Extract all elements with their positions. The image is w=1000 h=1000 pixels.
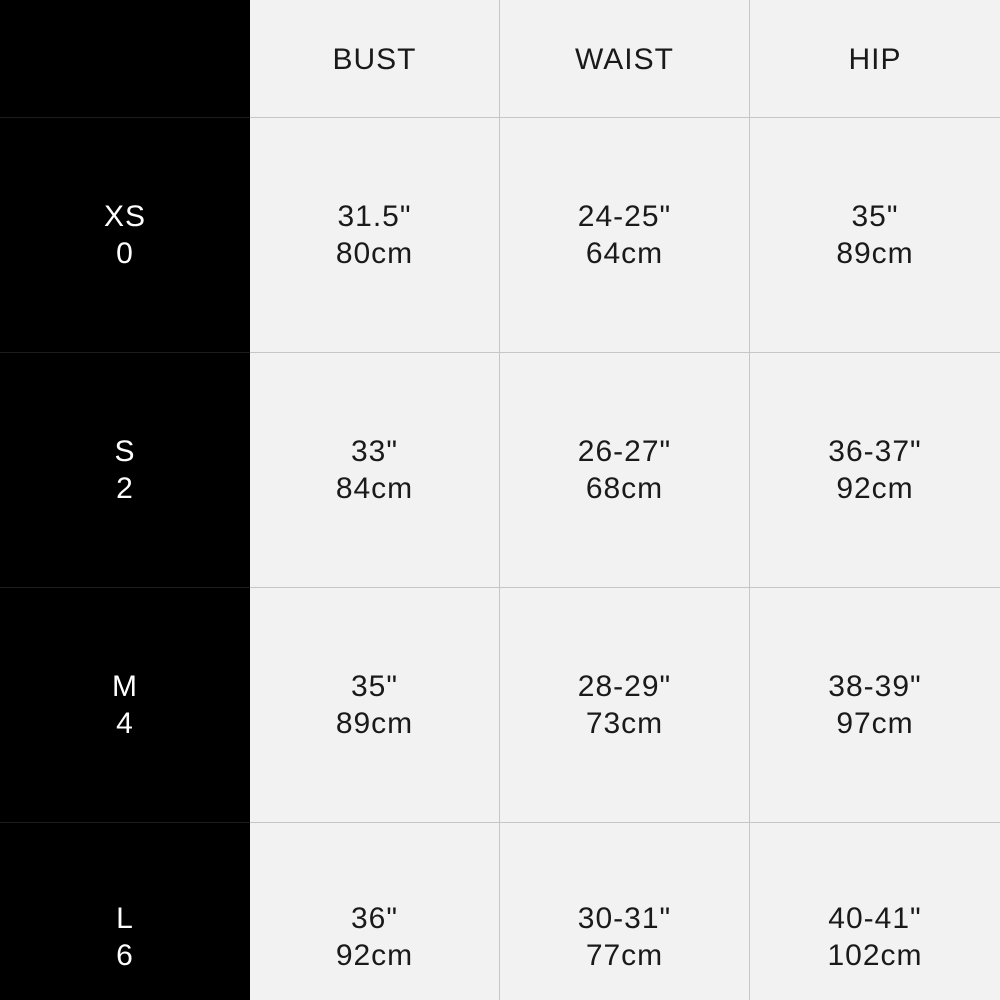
waist-cell — [500, 118, 750, 353]
column-header-bust: BUST — [250, 0, 500, 118]
measurement-cm: 77cm — [585, 939, 664, 972]
bust-cell — [250, 353, 500, 588]
bust-cell — [250, 588, 500, 823]
measurement-inches: 36-37" — [828, 435, 922, 468]
size-letter: S — [114, 435, 136, 468]
size-number: 4 — [116, 707, 134, 740]
measurement-inches: 24-25" — [577, 200, 672, 233]
measurement-cm: 89cm — [335, 707, 414, 740]
waist-cell — [500, 588, 750, 823]
hip-cell — [750, 588, 1000, 823]
bust-cell — [250, 823, 500, 1000]
hip-cell — [750, 353, 1000, 588]
size-number: 2 — [116, 472, 134, 505]
measurement-cm: 97cm — [836, 707, 914, 740]
measurement-cm: 73cm — [585, 707, 664, 740]
measurement-cm: 102cm — [827, 939, 923, 972]
measurement-inches: 33" — [350, 435, 399, 468]
size-label-cell — [0, 823, 250, 1000]
measurement-inches: 35" — [350, 670, 399, 703]
size-label-cell — [0, 588, 250, 823]
measurement-inches: 40-41" — [828, 902, 922, 935]
measurement-inches: 30-31" — [577, 902, 672, 935]
measurement-inches: 38-39" — [828, 670, 922, 703]
waist-cell — [500, 823, 750, 1000]
size-label-cell — [0, 353, 250, 588]
measurement-cm: 84cm — [335, 472, 414, 505]
measurement-cm: 68cm — [585, 472, 664, 505]
size-number: 6 — [116, 939, 134, 972]
measurement-cm: 92cm — [335, 939, 414, 972]
size-letter: L — [116, 902, 134, 935]
corner-cell — [0, 0, 250, 118]
size-letter: XS — [103, 200, 147, 233]
measurement-cm: 92cm — [836, 472, 914, 505]
measurement-inches: 26-27" — [577, 435, 672, 468]
bust-cell — [250, 118, 500, 353]
hip-cell — [750, 118, 1000, 353]
column-header-hip: HIP — [750, 0, 1000, 118]
measurement-inches: 35" — [851, 200, 899, 233]
waist-cell — [500, 353, 750, 588]
measurement-inches: 28-29" — [577, 670, 672, 703]
size-number: 0 — [116, 237, 134, 270]
size-letter: M — [112, 670, 138, 703]
measurement-cm: 80cm — [335, 237, 414, 270]
measurement-inches: 36" — [350, 902, 399, 935]
size-label-cell — [0, 118, 250, 353]
hip-cell — [750, 823, 1000, 1000]
measurement-cm: 64cm — [585, 237, 664, 270]
measurement-inches: 31.5" — [337, 200, 412, 233]
measurement-cm: 89cm — [836, 237, 914, 270]
column-header-waist: WAIST — [500, 0, 750, 118]
